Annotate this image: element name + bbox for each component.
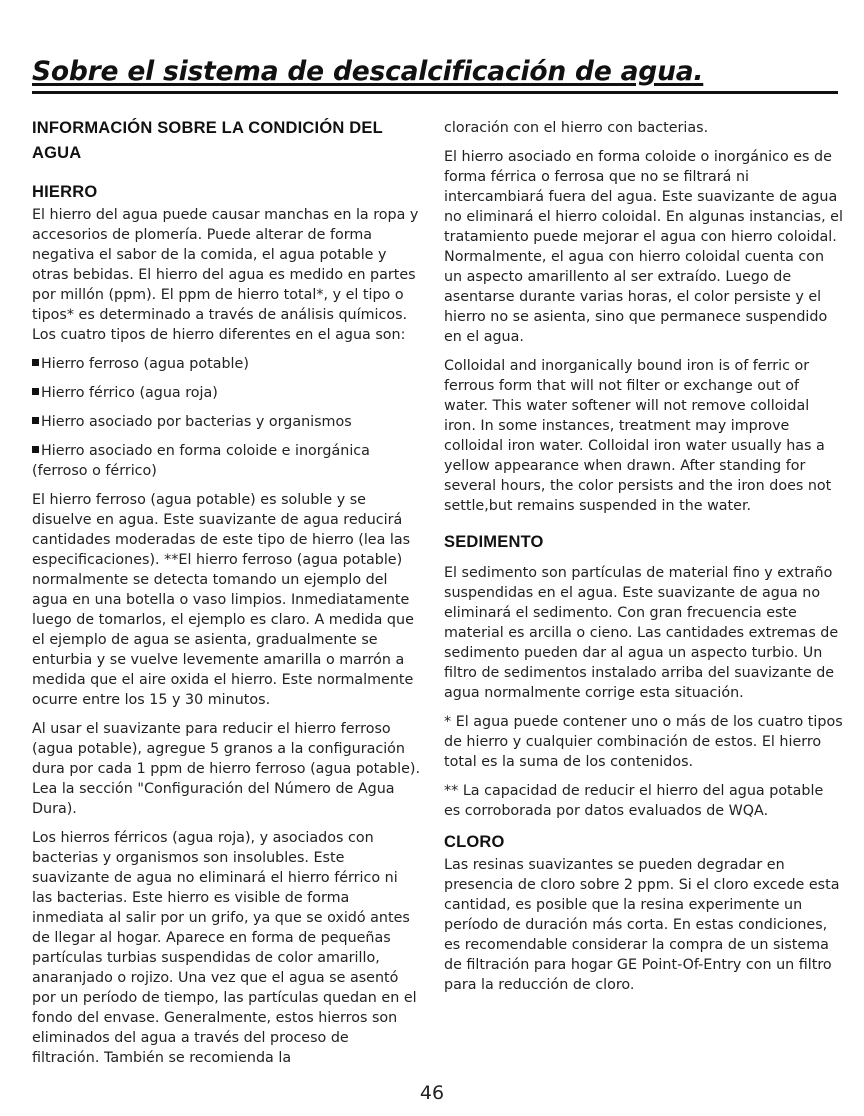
chlorine-heading: CLORO	[444, 833, 505, 851]
page-title: Sobre el sistema de descalcificación de agua.	[32, 56, 704, 87]
bullet-item	[32, 383, 420, 403]
colloidal-iron-paragraph-en: Colloidal and inorganically bound iron is of ferric or ferrous form that will not filter or exchange out of water. This water softener will not remove colloidal iron. In some instances, treatment may improve colloidal iron water. Colloidal iron water usually has a yellow appearance when drawn. After standing for several hours, the color persists and the iron does not settle,but remains suspended in the water.	[444, 358, 832, 514]
ferrous-iron-paragraph: El hierro ferroso (agua potable) es soluble y se disuelve en agua. Este suavizante de agua reducirá cantidades moderadas de este tipo de hierro (lea las especificaciones). **El hierro ferroso (agua potable) normalmente se detecta tomando un ejemplo del agua en una botella o vaso limpios. Inmediatamente luego de tomarlos, el ejemplo es claro. A medida que el ejemplo de agua se asienta, gradualmente se enturbia y se vuelve levemente amarilla o marrón a medida que el aire oxida el hierro. Este normalmente ocurre entre los 15 y 30 minutos.	[32, 492, 414, 708]
title-rule	[32, 91, 838, 94]
square-bullet-icon	[32, 359, 39, 366]
bullet-text: Hierro ferroso (agua potable)	[41, 356, 249, 372]
iron-intro-paragraph: El hierro del agua puede causar manchas en la ropa y accesorios de plomería. Puede alterar de forma negativa el sabor de la comida, el agua potable y otras bebidas. El hierro del agua es medido en partes por millón (ppm). El ppm de hierro total*, y el tipo o tipos* es determinado a través de análisis químicos. Los cuatro tipos de hierro diferentes en el agua son:	[32, 207, 419, 343]
bullet-item	[32, 441, 420, 481]
bullet-text: Hierro asociado en forma coloide e inorgánica (ferroso o férrico)	[32, 443, 370, 479]
sediment-heading: SEDIMENTO	[444, 533, 544, 551]
square-bullet-icon	[32, 417, 39, 424]
square-bullet-icon	[32, 388, 39, 395]
water-condition-heading: INFORMACIÓN SOBRE LA CONDICIÓN DEL AGUA	[32, 119, 383, 162]
sediment-paragraph: El sedimento son partículas de material fino y extraño suspendidas en el agua. Este suavizante de agua no eliminará el sedimento. Con gran frecuencia este material es arcilla o cieno. Las cantidades extremas de sedimento pueden dar al agua un aspecto turbio. Un filtro de sedimentos instalado arriba del suavizante de agua normalmente corrige esta situación.	[444, 565, 839, 701]
bullet-text: Hierro férrico (agua roja)	[41, 385, 218, 401]
bullet-item	[32, 354, 420, 374]
iron-heading: HIERRO	[32, 183, 98, 201]
bullet-text: Hierro asociado por bacterias y organismos	[41, 414, 352, 430]
left-column	[32, 116, 420, 1077]
reduce-iron-paragraph: Al usar el suavizante para reducir el hierro ferroso (agua potable), agregue 5 granos a la configuración dura por cada 1 ppm de hierro ferroso (agua potable). Lea la sección "Configuración del Número de Agua Dura).	[32, 721, 420, 817]
footnote-double-asterisk: ** La capacidad de reducir el hierro del agua potable es corroborada por datos evaluados de WQA.	[444, 783, 824, 819]
chlorine-paragraph: Las resinas suavizantes se pueden degradar en presencia de cloro sobre 2 ppm. Si el cloro excede esta cantidad, es posible que la resina experimente un período de duración más corta. En estas condiciones, es recomendable considerar la compra de un sistema de filtración para hogar GE Point-Of-Entry con un filtro para la reducción de cloro.	[444, 857, 840, 993]
right-column	[444, 118, 844, 1004]
page-number: 46	[419, 1082, 445, 1104]
ferric-iron-paragraph: Los hierros férricos (agua roja), y asociados con bacterias y organismos son insolubles. Este suavizante de agua no eliminará el hierro férrico ni las bacterias. Este hierro es visible de forma inmediata al salir por un grifo, ya que se oxidó antes de llegar al hogar. Aparece en forma de pequeñas partículas turbias suspendidas de color amarillo, anaranjado o rojizo. Una vez que el agua se asentó por un período de tiempo, las partículas quedan en el fondo del envase. Generalmente, estos hierros son eliminados del agua a través del proceso de filtración. También se recomienda la	[32, 830, 417, 1066]
footnote-single-asterisk: * El agua puede contener uno o más de los cuatro tipos de hierro y cualquier combinación de estos. El hierro total es la suma de los contenidos.	[444, 714, 843, 770]
continuation-paragraph: cloración con el hierro con bacterias.	[444, 120, 709, 136]
square-bullet-icon	[32, 446, 39, 453]
bullet-item	[32, 412, 420, 432]
colloidal-iron-paragraph-es: El hierro asociado en forma coloide o inorgánico es de forma férrica o ferrosa que no se filtrará ni intercambiará fuera del agua. Este suavizante de agua no eliminará el hierro coloidal. En algunas instancias, el tratamiento puede mejorar el agua con hierro coloidal. Normalmente, el agua con hierro coloidal cuenta con un aspecto amarillento al ser extraído. Luego de asentarse durante varias horas, el color persiste y el hierro no se asienta, sino que permanece suspendido en el agua.	[444, 149, 843, 345]
